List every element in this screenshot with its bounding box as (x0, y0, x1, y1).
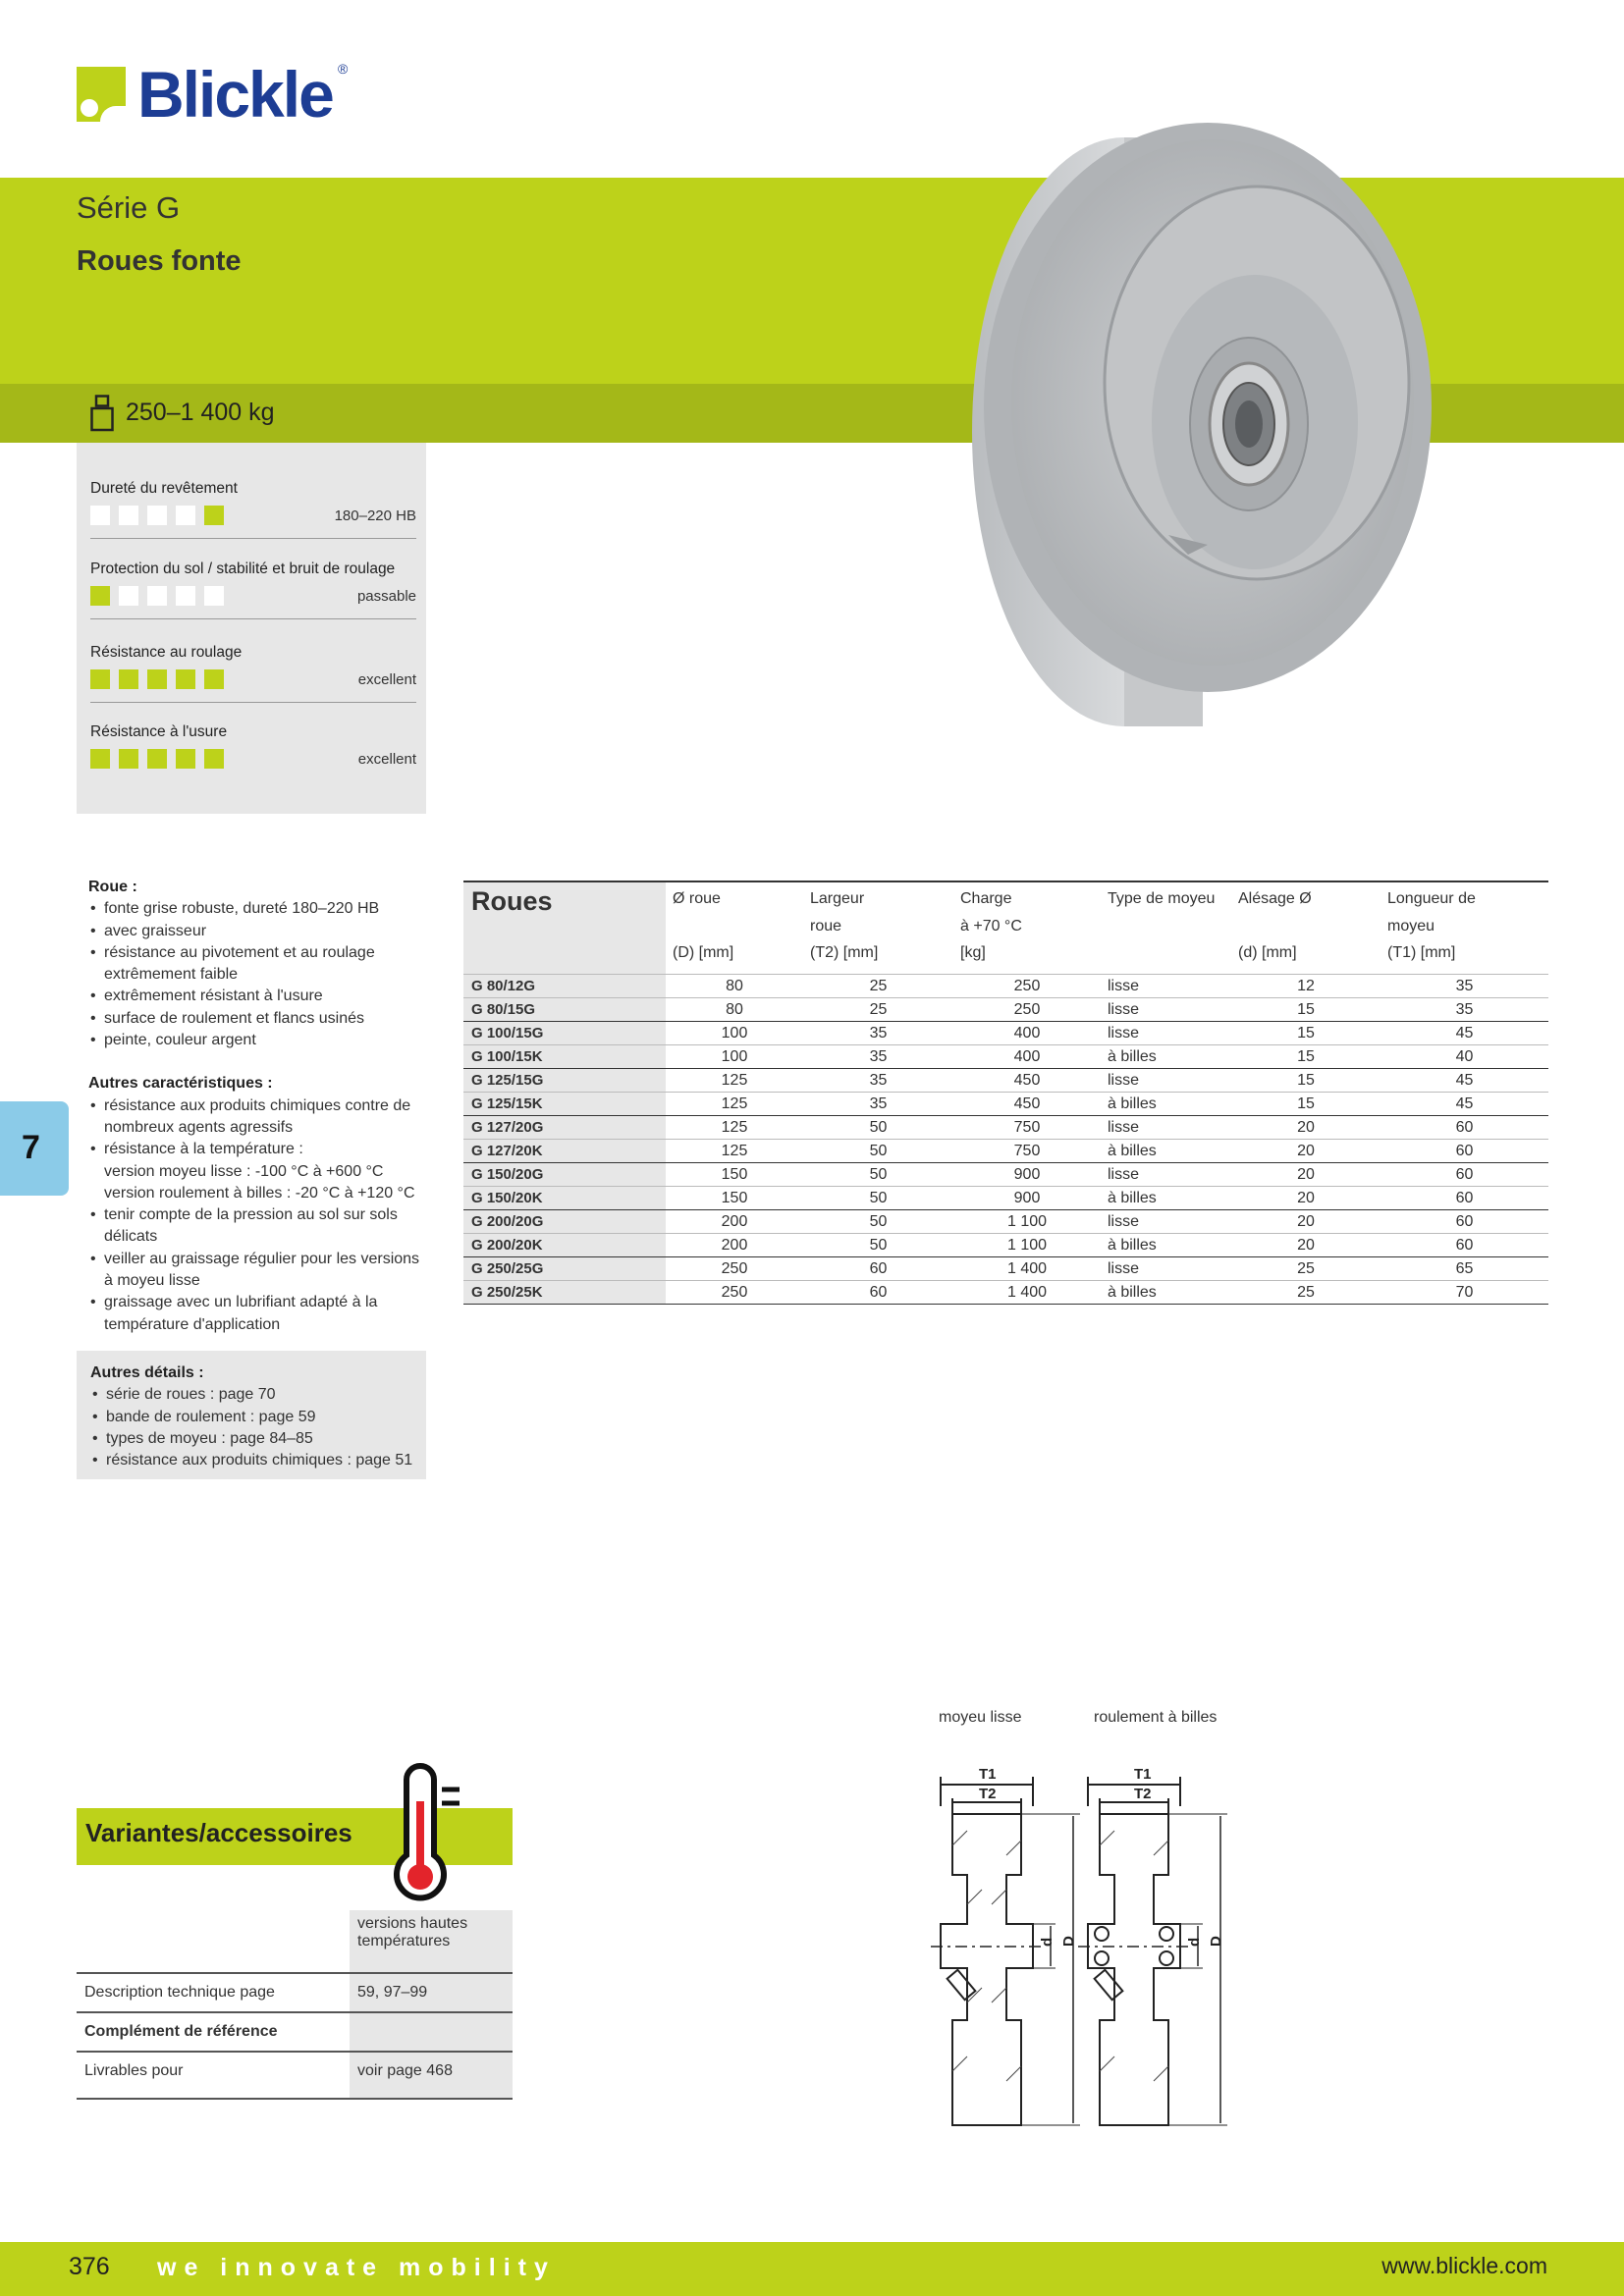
hub-type-cell: à billes (1108, 1283, 1157, 1301)
table-row (463, 1233, 1548, 1256)
variant-row-label: Livrables pour (84, 2062, 184, 2079)
features-heading: Autres caractéristiques : (88, 1075, 273, 1093)
value-cell: 40 (1455, 1047, 1474, 1065)
reference-cell: G 150/20K (463, 1186, 666, 1209)
variants-header-row (77, 1910, 513, 1973)
value-cell: 20 (1297, 1165, 1315, 1183)
table-row (463, 1092, 1548, 1115)
reference-cell: G 80/15G (463, 997, 666, 1021)
dim-label-d: d (1186, 1937, 1203, 1947)
rating-square (90, 506, 110, 525)
rating-square (176, 506, 195, 525)
column-header: Alésage Ø (d) [mm] (1238, 890, 1312, 961)
dim-label-D: D (1060, 1936, 1077, 1947)
weight-icon (90, 395, 114, 432)
value-cell: 750 (1013, 1118, 1041, 1136)
list-item: • tenir compte de la pression au sol sur sols délicats (88, 1204, 422, 1249)
hub-type-cell: lisse (1108, 1165, 1140, 1183)
value-cell: 250 (1013, 1000, 1041, 1018)
variants-title: Variantes/accessoires (85, 1818, 352, 1847)
list-item: • fonte grise robuste, dureté 180–220 HB (88, 898, 422, 920)
column-header: Largeur roue (T2) [mm] (810, 890, 879, 961)
value-cell: 15 (1297, 1000, 1315, 1018)
chapter-number: 7 (22, 1129, 40, 1166)
property-wear-resistance (90, 723, 416, 780)
table-title: Roues (463, 881, 666, 974)
footer-url[interactable]: www.blickle.com (1381, 2253, 1547, 2278)
dim-label-t1: T1 (1134, 1766, 1152, 1783)
table-row (463, 1186, 1548, 1209)
value-cell: 1 400 (1006, 1259, 1048, 1277)
value-cell: 60 (1455, 1118, 1474, 1136)
value-cell: 125 (721, 1095, 748, 1112)
value-cell: 65 (1455, 1259, 1474, 1277)
value-cell: 60 (1455, 1165, 1474, 1183)
list-item: • surface de roulement et flancs usinés (88, 1008, 422, 1030)
dim-label-t2: T2 (1134, 1786, 1152, 1802)
property-value: 180–220 HB (334, 507, 416, 524)
reference-cell: G 250/25K (463, 1280, 666, 1304)
rating-square (90, 669, 110, 689)
technical-drawing (923, 1747, 1257, 2140)
value-cell: 60 (1455, 1142, 1474, 1159)
list-item: • graissage avec un lubrifiant adapté à la température d'application (88, 1292, 422, 1336)
roue-list (88, 898, 422, 1051)
value-cell: 200 (721, 1212, 748, 1230)
value-cell: 450 (1013, 1071, 1041, 1089)
details-link[interactable]: • série de roues : page 70 (90, 1384, 426, 1406)
value-cell: 100 (721, 1047, 748, 1065)
reference-cell: G 100/15G (463, 1021, 666, 1044)
value-cell: 45 (1455, 1024, 1474, 1041)
value-cell: 100 (721, 1024, 748, 1041)
table-row (463, 1044, 1548, 1068)
drawing-plain-hub (931, 1777, 1080, 2125)
variants-table (77, 1910, 513, 2100)
value-cell: 35 (869, 1095, 888, 1112)
dim-label-D: D (1208, 1936, 1224, 1947)
brand-logo: Blickle (137, 58, 333, 131)
rating-square (147, 669, 167, 689)
hub-type-cell: à billes (1108, 1095, 1157, 1112)
value-cell: 70 (1455, 1283, 1474, 1301)
variants-row (77, 2052, 513, 2099)
rating-square (119, 506, 138, 525)
table-row (463, 1115, 1548, 1139)
list-item-continued: version moyeu lisse : -100 °C à +600 °C (104, 1162, 384, 1180)
property-label: Dureté du revêtement (90, 480, 238, 497)
variant-row-value[interactable]: 59, 97–99 (350, 1973, 513, 2012)
value-cell: 900 (1013, 1165, 1041, 1183)
reference-cell: G 150/20G (463, 1162, 666, 1186)
rating-square (204, 749, 224, 769)
reference-cell: G 80/12G (463, 974, 666, 997)
details-heading: Autres détails : (90, 1364, 204, 1381)
value-cell: 1 400 (1006, 1283, 1048, 1301)
column-header: Type de moyeu (1108, 890, 1216, 907)
reference-cell: G 127/20G (463, 1115, 666, 1139)
value-cell: 20 (1297, 1236, 1315, 1254)
rating-squares (90, 506, 224, 525)
rating-square (147, 749, 167, 769)
value-cell: 50 (869, 1142, 888, 1159)
details-link[interactable]: • bande de roulement : page 59 (90, 1407, 426, 1428)
variant-row-label: Description technique page (84, 1984, 275, 2001)
value-cell: 50 (869, 1118, 888, 1136)
value-cell: 15 (1297, 1071, 1315, 1089)
rating-square (147, 506, 167, 525)
hub-type-cell: lisse (1108, 1118, 1140, 1136)
value-cell: 20 (1297, 1118, 1315, 1136)
rating-square (204, 506, 224, 525)
variant-row-value (350, 2012, 513, 2052)
value-cell: 60 (1455, 1236, 1474, 1254)
hub-type-cell: lisse (1108, 1259, 1140, 1277)
variants-row (77, 2012, 513, 2052)
wheel-description (88, 877, 422, 1336)
table-row (463, 1162, 1548, 1186)
hub-type-cell: lisse (1108, 1071, 1140, 1089)
rating-squares (90, 586, 224, 606)
rating-square (204, 586, 224, 606)
reference-cell: G 125/15G (463, 1068, 666, 1092)
value-cell: 60 (1455, 1212, 1474, 1230)
drawing-dimension-labels (979, 1766, 1224, 1947)
value-cell: 60 (869, 1283, 888, 1301)
rating-square (119, 586, 138, 606)
value-cell: 25 (869, 1000, 888, 1018)
variants-row (77, 1973, 513, 2012)
properties-panel (77, 443, 426, 814)
value-cell: 25 (869, 977, 888, 994)
value-cell: 35 (869, 1071, 888, 1089)
value-cell: 20 (1297, 1212, 1315, 1230)
value-cell: 35 (869, 1047, 888, 1065)
value-cell: 450 (1013, 1095, 1041, 1112)
value-cell: 35 (1455, 977, 1474, 994)
value-cell: 400 (1013, 1047, 1041, 1065)
hub-type-cell: lisse (1108, 977, 1140, 994)
rating-square (147, 586, 167, 606)
table-row (463, 1256, 1548, 1280)
reference-cell: G 100/15K (463, 1044, 666, 1068)
value-cell: 125 (721, 1142, 748, 1159)
value-cell: 50 (869, 1236, 888, 1254)
reference-cell: G 200/20G (463, 1209, 666, 1233)
dim-label-t2: T2 (979, 1786, 997, 1802)
rating-squares (90, 749, 224, 769)
value-cell: 50 (869, 1165, 888, 1183)
property-label: Protection du sol / stabilité et bruit de roulage (90, 561, 396, 577)
list-item: • avec graisseur (88, 921, 422, 942)
rating-square (90, 586, 110, 606)
list-item: • résistance aux produits chimiques contre de nombreux agents agressifs (88, 1095, 422, 1140)
value-cell: 750 (1013, 1142, 1041, 1159)
other-details-box (77, 1351, 426, 1479)
reference-cell: G 125/15K (463, 1092, 666, 1115)
property-value: passable (356, 588, 416, 605)
value-cell: 900 (1013, 1189, 1041, 1206)
value-cell: 125 (721, 1071, 748, 1089)
column-header: Ø roue (D) [mm] (673, 890, 734, 961)
variant-row-value[interactable]: voir page 468 (350, 2052, 513, 2099)
reference-cell: G 127/20K (463, 1139, 666, 1162)
hub-type-cell: à billes (1108, 1236, 1157, 1254)
column-header: Longueur de moyeu (T1) [mm] (1387, 890, 1476, 961)
list-item: • peinte, couleur argent (88, 1030, 422, 1051)
value-cell: 45 (1455, 1071, 1474, 1089)
value-cell: 15 (1297, 1047, 1315, 1065)
value-cell: 25 (1297, 1259, 1315, 1277)
rating-square (176, 669, 195, 689)
list-item-continued: version roulement à billes : -20 °C à +120 °C (104, 1184, 415, 1201)
property-value: excellent (357, 671, 416, 688)
value-cell: 1 100 (1006, 1236, 1048, 1254)
table-row (463, 1209, 1548, 1233)
details-link[interactable]: • types de moyeu : page 84–85 (90, 1428, 426, 1450)
value-cell: 150 (721, 1165, 748, 1183)
value-cell: 50 (869, 1189, 888, 1206)
blickle-logo-mark (77, 67, 126, 122)
value-cell: 250 (721, 1259, 748, 1277)
list-item: • veiller au graissage régulier pour les versions à moyeu lisse (88, 1249, 422, 1293)
property-floor-protection (90, 561, 416, 619)
value-cell: 25 (1297, 1283, 1315, 1301)
load-range: 250–1 400 kg (126, 399, 275, 426)
dim-label-d: d (1039, 1937, 1056, 1947)
value-cell: 50 (869, 1212, 888, 1230)
table-row (463, 1021, 1548, 1044)
dim-label-t1: T1 (979, 1766, 997, 1783)
value-cell: 35 (1455, 1000, 1474, 1018)
page-subtitle: Roues fonte (77, 245, 242, 277)
page-number: 376 (69, 2253, 110, 2280)
details-link[interactable]: • résistance aux produits chimiques : page 51 (90, 1450, 426, 1471)
list-item: • extrêmement résistant à l'usure (88, 986, 422, 1007)
value-cell: 80 (726, 977, 743, 994)
column-header: Charge à +70 °C [kg] (960, 890, 1022, 961)
hub-type-cell: lisse (1108, 1024, 1140, 1041)
table-row (463, 1280, 1548, 1304)
rating-squares (90, 669, 224, 689)
value-cell: 250 (1013, 977, 1041, 994)
property-rolling-resistance (90, 644, 416, 703)
hub-type-cell: à billes (1108, 1142, 1157, 1159)
registered-mark: ® (338, 61, 349, 77)
value-cell: 125 (721, 1118, 748, 1136)
hub-type-cell: lisse (1108, 1000, 1140, 1018)
rating-square (204, 669, 224, 689)
table-row (463, 1068, 1548, 1092)
value-cell: 15 (1297, 1024, 1315, 1041)
rating-square (176, 586, 195, 606)
table-row (463, 997, 1548, 1021)
value-cell: 250 (721, 1283, 748, 1301)
reference-cell: G 200/20K (463, 1233, 666, 1256)
property-value: excellent (357, 751, 416, 768)
table-row (463, 974, 1548, 997)
value-cell: 45 (1455, 1095, 1474, 1112)
rating-square (90, 749, 110, 769)
thermometer-icon (385, 1762, 463, 1904)
rating-square (119, 669, 138, 689)
value-cell: 20 (1297, 1142, 1315, 1159)
value-cell: 15 (1297, 1095, 1315, 1112)
value-cell: 60 (1455, 1189, 1474, 1206)
reference-cell: G 250/25G (463, 1256, 666, 1280)
series-title: Série G (77, 190, 181, 225)
rating-square (119, 749, 138, 769)
value-cell: 400 (1013, 1024, 1041, 1041)
value-cell: 60 (869, 1259, 888, 1277)
list-item: • résistance au pivotement et au roulage extrêmement faible (88, 942, 422, 987)
features-list (88, 1095, 422, 1336)
list-item: • résistance à la température : (88, 1139, 422, 1160)
property-label: Résistance au roulage (90, 644, 243, 661)
rating-square (176, 749, 195, 769)
hub-type-cell: à billes (1108, 1047, 1157, 1065)
variant-row-label: Complément de référence (84, 2023, 278, 2040)
variant-column-header: versions hautes températures (350, 1910, 513, 1973)
value-cell: 150 (721, 1189, 748, 1206)
wheel-image (884, 59, 1434, 746)
value-cell: 200 (721, 1236, 748, 1254)
value-cell: 35 (869, 1024, 888, 1041)
property-label: Résistance à l'usure (90, 723, 228, 740)
footer-slogan: we innovate mobility (157, 2254, 556, 2281)
details-list (90, 1384, 426, 1471)
value-cell: 12 (1297, 977, 1315, 994)
wheels-table (463, 881, 1548, 1305)
value-cell: 1 100 (1006, 1212, 1048, 1230)
drawing-label-ball-bearing: roulement à billes (1094, 1709, 1218, 1726)
value-cell: 20 (1297, 1189, 1315, 1206)
hub-type-cell: à billes (1108, 1189, 1157, 1206)
hub-type-cell: lisse (1108, 1212, 1140, 1230)
drawing-ball-bearing (1078, 1777, 1227, 2125)
property-hardness (90, 480, 416, 539)
value-cell: 80 (726, 1000, 743, 1018)
table-row (463, 1139, 1548, 1162)
roue-heading: Roue : (88, 879, 137, 895)
table-header-row (463, 881, 1548, 974)
drawing-label-plain-hub: moyeu lisse (939, 1709, 1022, 1726)
